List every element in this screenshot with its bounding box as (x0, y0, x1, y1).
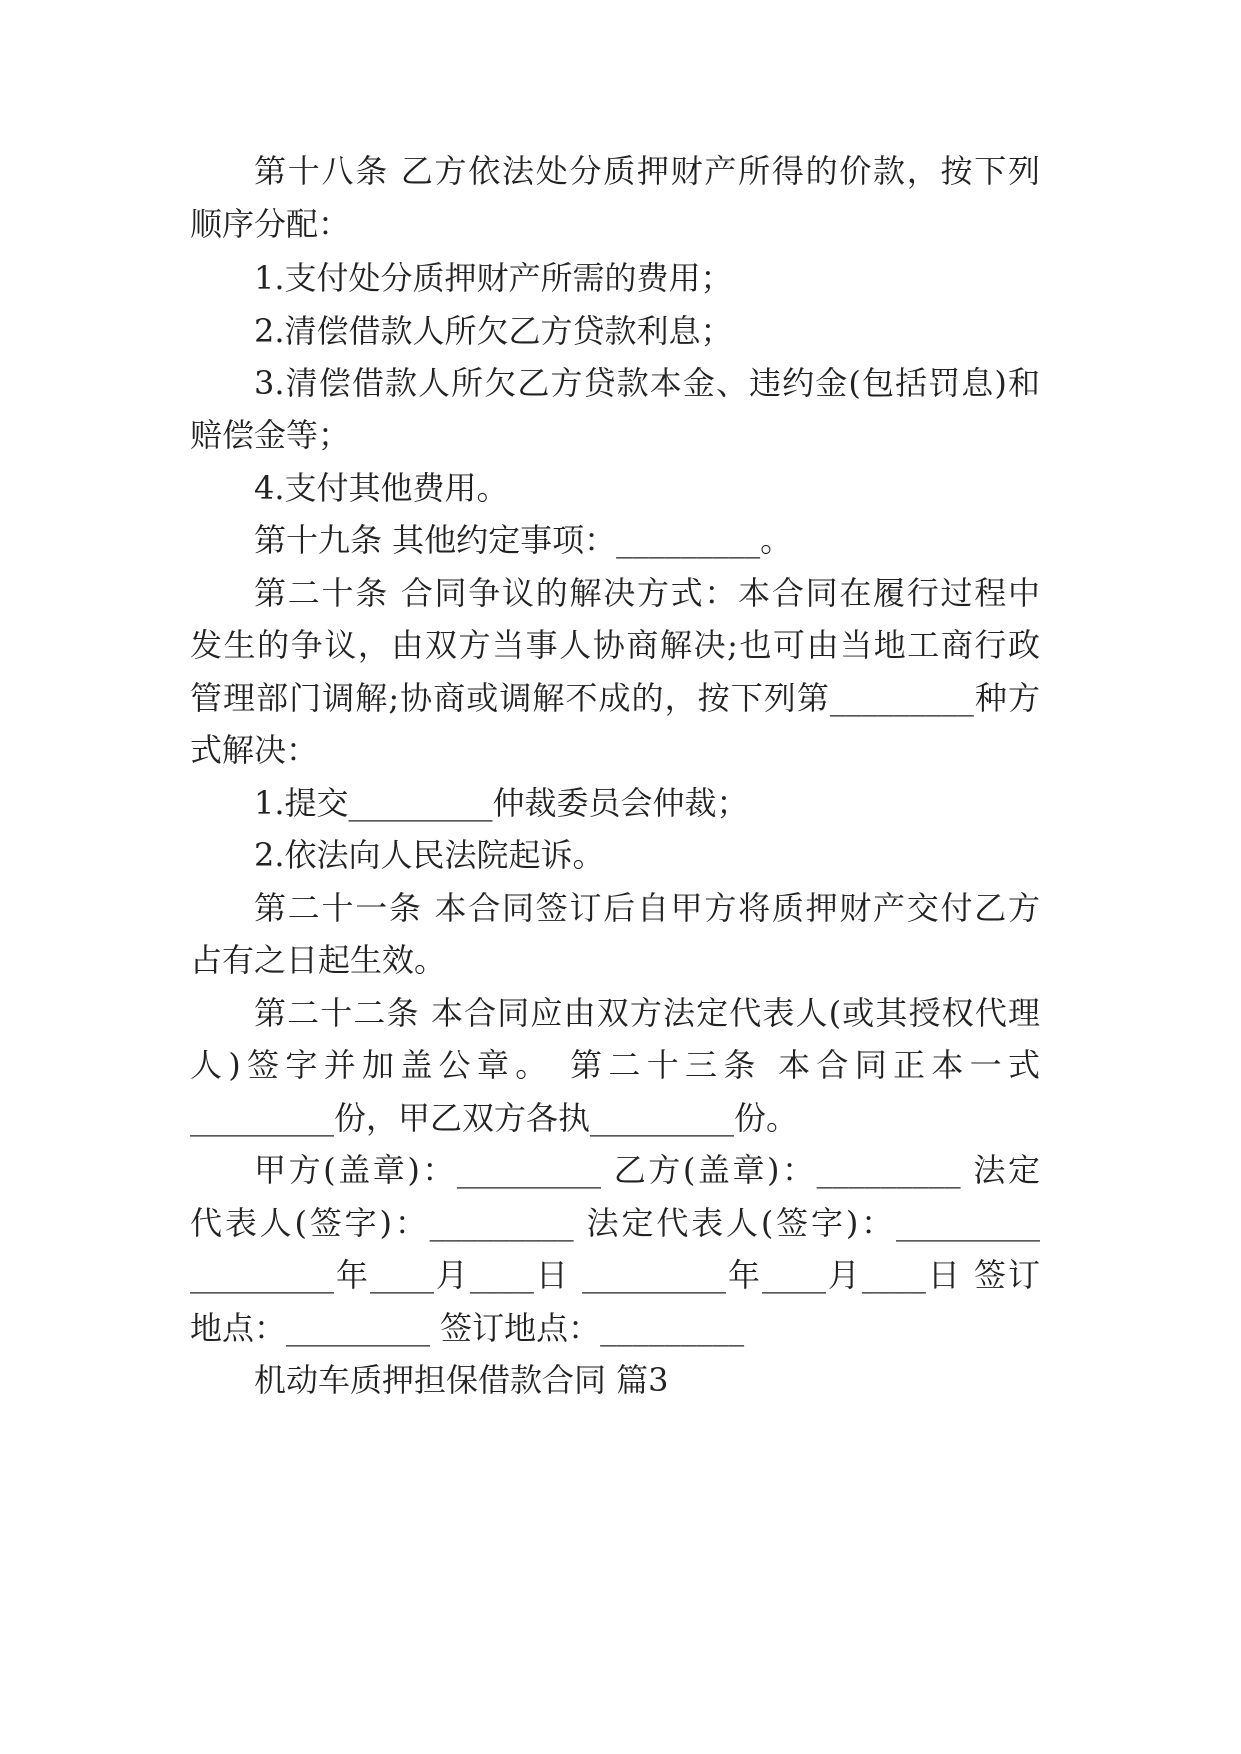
list-item-3-principal: 3.清偿借款人所欠乙方贷款本金、违约金(包括罚息)和 (254, 364, 1040, 402)
article-20-line-4: 式解决： (190, 731, 319, 769)
list-item-3-continued: 赔偿金等； (190, 416, 351, 454)
article-20-line-1: 第二十条 合同争议的解决方式：本合同在履行过程中 (254, 574, 1040, 612)
section-heading-part-3: 机动车质押担保借款合同 篇3 (254, 1361, 669, 1399)
dispute-option-1-arbitration: 1.提交_________仲裁委员会仲裁； (254, 784, 749, 822)
signature-block-line-2: 代表人(签字)：_________ 法定代表人(签字)：_________ (190, 1204, 1040, 1242)
list-item-1-pay-costs: 1.支付处分质押财产所需的费用； (254, 259, 733, 297)
article-23-copies: _________份，甲乙双方各执_________份。 (190, 1099, 799, 1137)
signature-block-line-1: 甲方(盖章)：_________ 乙方(盖章)：_________ 法定 (254, 1151, 1040, 1189)
list-item-2-interest: 2.清偿借款人所欠乙方贷款利息； (254, 312, 733, 350)
article-19: 第十九条 其他约定事项：_________。 (254, 521, 793, 559)
article-21-line-1: 第二十一条 本合同签订后自甲方将质押财产交付乙方 (254, 889, 1040, 927)
dispute-option-2-court: 2.依法向人民法院起诉。 (254, 836, 605, 874)
article-18-line-2: 顺序分配： (190, 205, 351, 243)
list-item-4-other-costs: 4.支付其他费用。 (254, 469, 509, 507)
article-20-line-2: 发生的争议，由双方当事人协商解决;也可由当地工商行政 (190, 626, 1040, 664)
signature-block-date-line: _________年____月____日 _________年____月____日 签订 (190, 1256, 1040, 1294)
article-20-line-3: 管理部门调解;协商或调解不成的，按下列第_________种方 (190, 679, 1040, 717)
article-22-line-1: 第二十二条 本合同应由双方法定代表人(或其授权代理 (254, 994, 1040, 1032)
article-22-23-line-2: 人)签字并加盖公章。 第二十三条 本合同正本一式 (190, 1046, 1040, 1084)
article-21-line-2: 占有之日起生效。 (190, 941, 447, 979)
article-18-line-1: 第十八条 乙方依法处分质押财产所得的价款，按下列 (254, 152, 1040, 190)
signature-block-place-line: 地点：_________ 签订地点：_________ (190, 1309, 745, 1347)
